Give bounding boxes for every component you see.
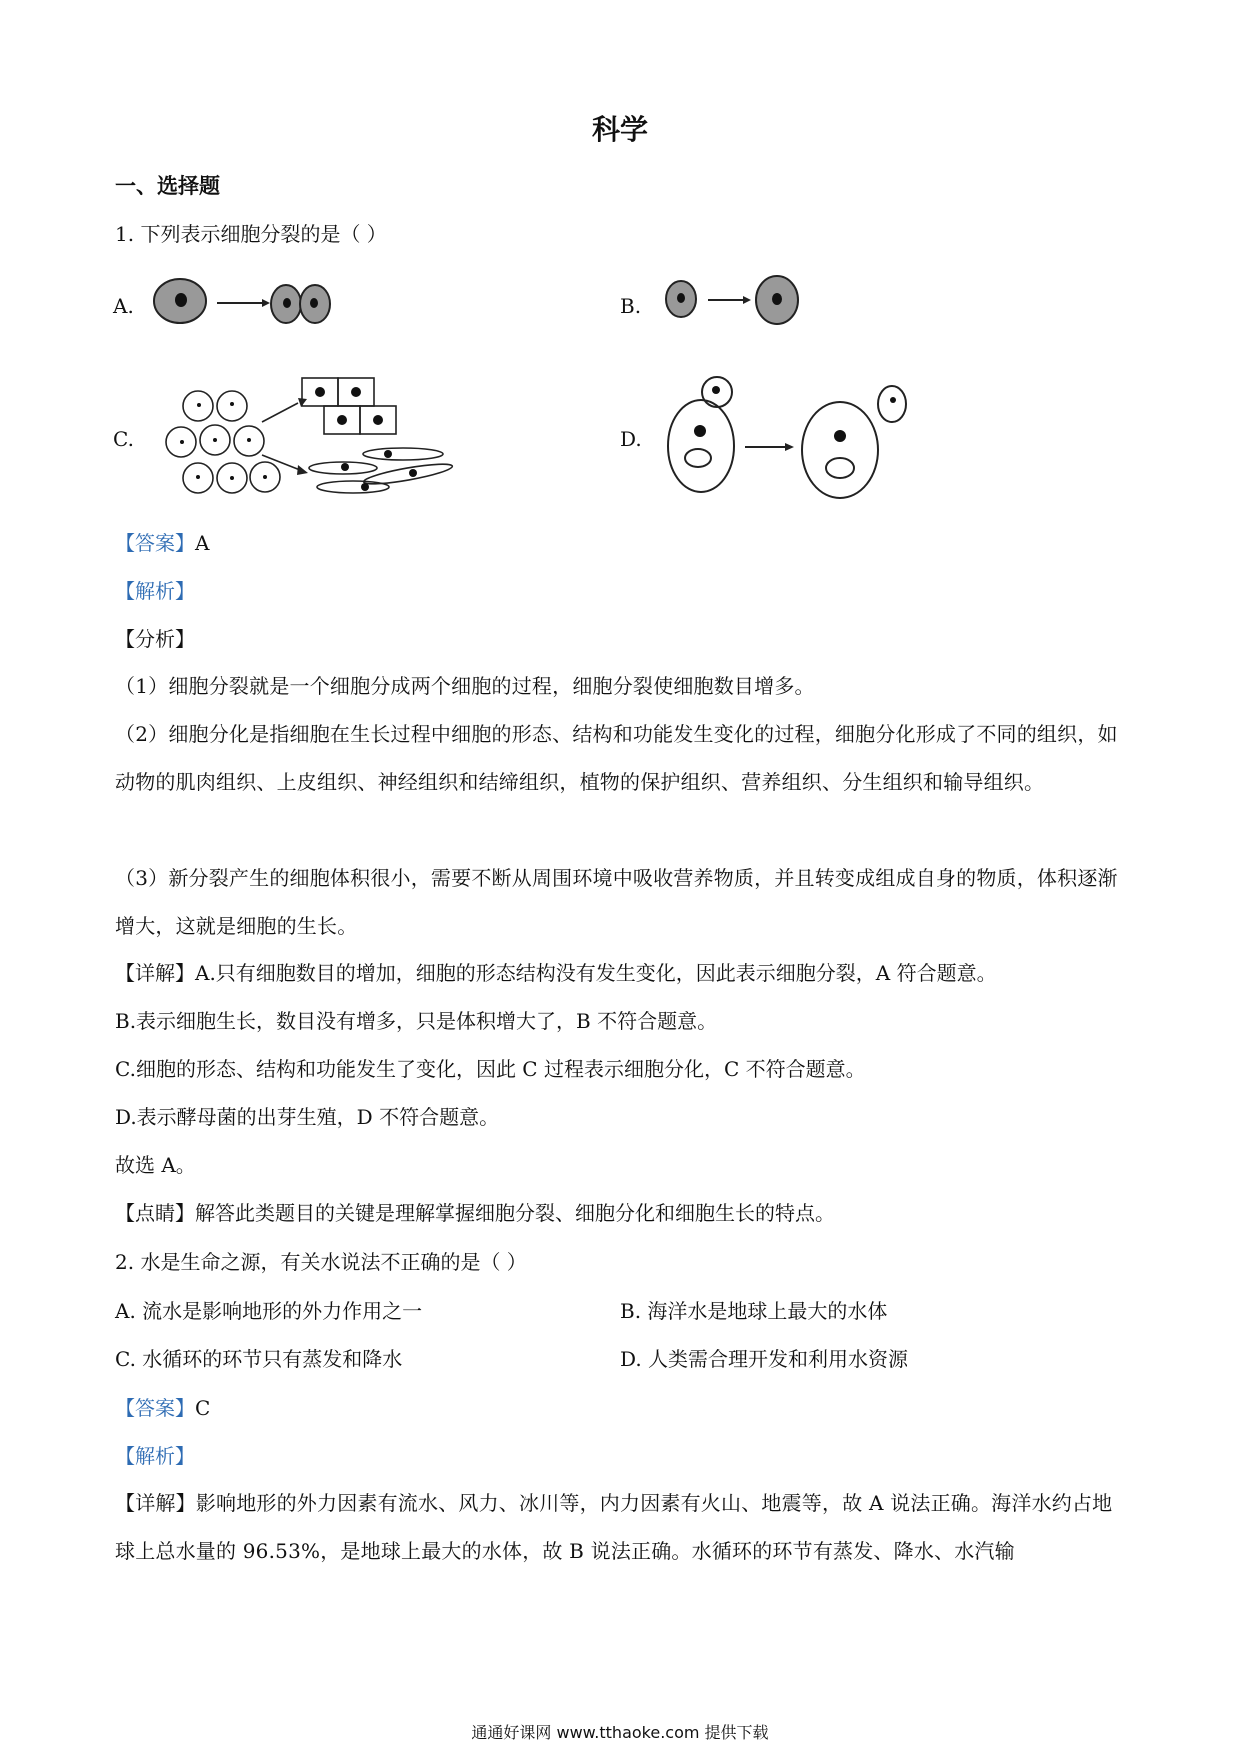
option-a-label: A. (113, 294, 134, 318)
analysis-paragraph-1: （1）细胞分裂就是一个细胞分成两个细胞的过程，细胞分裂使细胞数目增多。 (115, 674, 815, 698)
detail-line-1 (115, 958, 997, 988)
q2-option-c: C. 水循环的环节只有蒸发和降水 (115, 1347, 403, 1371)
page-footer: 通通好课网 www.tthaoke.com 提供下载 (471, 1723, 769, 1742)
option-d-label: D. (620, 427, 642, 451)
q2-option-b: B. 海洋水是地球上最大的水体 (620, 1299, 888, 1323)
analysis-paragraph-3: （3）新分裂产生的细胞体积很小，需要不断从周围环境中吸收营养物质，并且转变成组成自身的物质，体积逐渐增大，这就是细胞的生长。 (115, 866, 1118, 938)
detail-tag: 【详解】 (115, 961, 195, 985)
detail-line-3: C.细胞的形态、结构和功能发生了变化，因此 C 过程表示细胞分化，C 不符合题意。 (115, 1057, 866, 1081)
q2-option-a: A. 流水是影响地形的外力作用之一 (115, 1299, 423, 1323)
q2-option-d: D. 人类需合理开发和利用水资源 (620, 1347, 909, 1371)
question-1-stem: 1. 下列表示细胞分裂的是（ ） (115, 222, 387, 246)
choose-line: 故选 A。 (115, 1153, 196, 1177)
option-c-figure (158, 370, 458, 500)
comment-tag: 【点睛】 (115, 1201, 195, 1225)
option-c-label: C. (113, 427, 134, 451)
option-b-figure (660, 272, 810, 332)
analysis-paragraph-2: （2）细胞分化是指细胞在生长过程中细胞的形态、结构和功能发生变化的过程，细胞分化形成了不同的组织，如动物的肌肉组织、上皮组织、神经组织和结缔组织，植物的保护组织、营养组织、分生组织和输导组织。 (115, 722, 1118, 794)
question-2-stem: 2. 水是生命之源，有关水说法不正确的是（ ） (115, 1250, 527, 1274)
comment-line (115, 1198, 835, 1228)
comment-text: 解答此类题目的关键是理解掌握细胞分裂、细胞分化和细胞生长的特点。 (195, 1201, 835, 1225)
q2-answer-value: C (195, 1396, 211, 1420)
q2-analysis-tag: 【解析】 (115, 1444, 195, 1468)
q2-detail-text: 影响地形的外力因素有流水、风力、冰川等，内力因素有火山、地震等，故 A 说法正确。海洋水约占地球上总水量的 96.53%，是地球上最大的水体，故 B 说法正确。水循环的环节有蒸发、降水、水汽输 (115, 1491, 1113, 1563)
analysis-tag: 【解析】 (115, 579, 195, 603)
option-d-figure (660, 372, 920, 502)
fenxi-tag: 【分析】 (115, 627, 195, 651)
answer-tag: 【答案】 (115, 531, 195, 555)
answer-value: A (195, 531, 210, 555)
q2-detail-tag: 【详解】 (115, 1491, 196, 1515)
option-b-label: B. (620, 294, 642, 318)
detail-line-4: D.表示酵母菌的出芽生殖，D 不符合题意。 (115, 1105, 500, 1129)
detail-text-1: A.只有细胞数目的增加，细胞的形态结构没有发生变化，因此表示细胞分裂，A 符合题意。 (195, 961, 997, 985)
option-a-figure (150, 268, 340, 338)
q2-answer-tag: 【答案】 (115, 1396, 195, 1420)
q1-answer-line (115, 528, 209, 558)
page-title: 科学 (591, 113, 648, 146)
detail-line-2: B.表示细胞生长，数目没有增多，只是体积增大了，B 不符合题意。 (115, 1009, 718, 1033)
section-heading: 一、选择题 (115, 174, 220, 198)
q2-answer-line (115, 1393, 210, 1423)
q2-detail-paragraph (115, 1479, 1127, 1575)
